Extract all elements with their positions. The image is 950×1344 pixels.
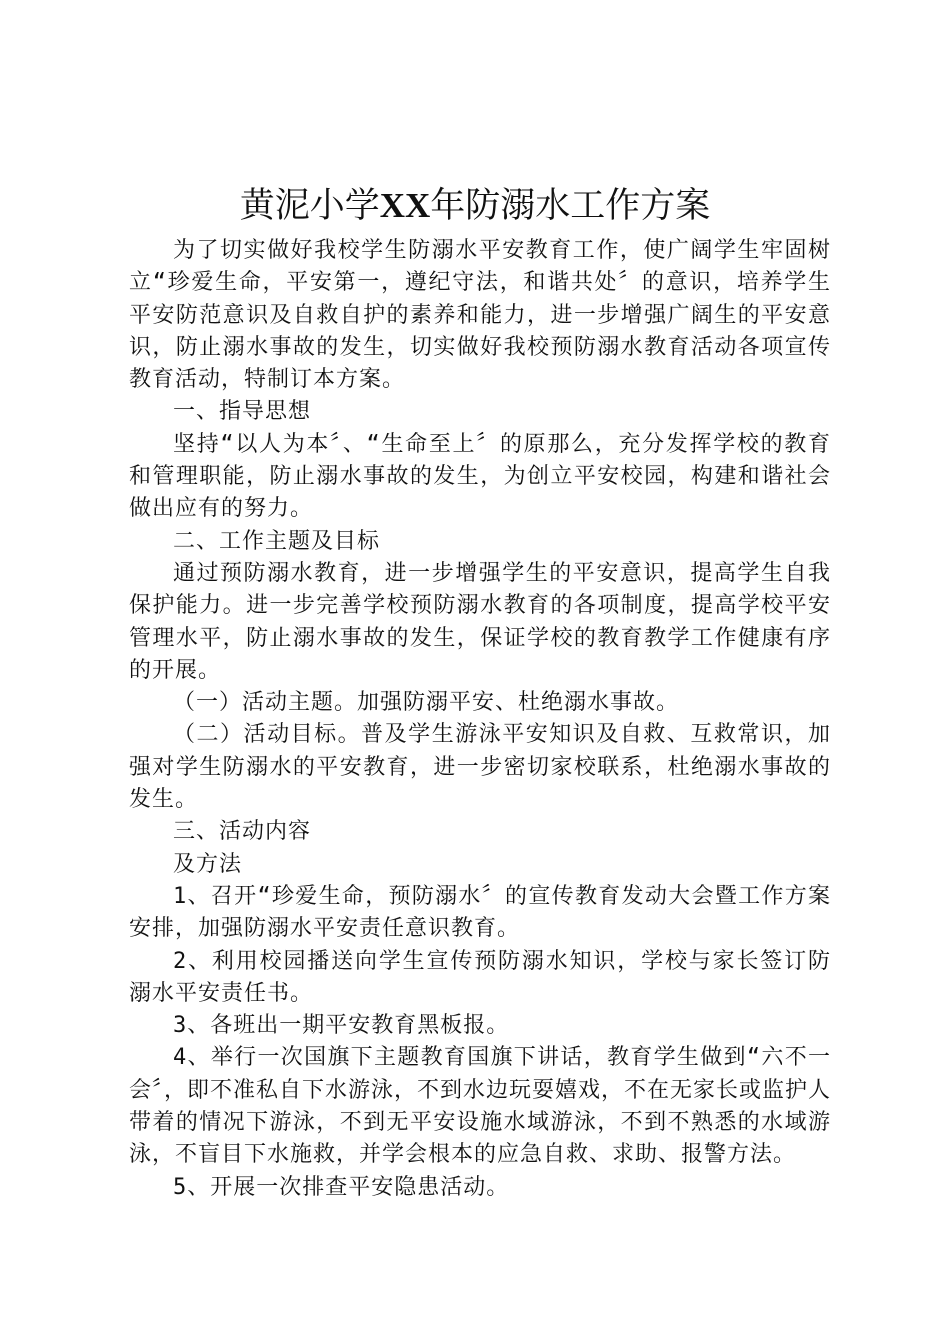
title-year-placeholder: XX [379,186,431,225]
paragraph-theme-and-goals: 通过预防溺水教育，进一步增强学生的平安意识，提高学生自我保护能力。进一步完善学校预防溺水教育的各项制度，提高学校平安管理水平，防止溺水事故的发生，保证学校的教育教学工作健康有序的开展。 [129,560,831,683]
paragraph-intro: 为了切实做好我校学生防溺水平安教育工作，使广阔学生牢固树立“珍爱生命，平安第一，遵纪守法，和谐共处〞的意识，培养学生平安防范意识及自救自护的素养和能力，进一步增强广阔生的平安意识，防止溺水事故的发生，切实做好我校预防溺水教育活动各项宣传教育活动，特制订本方案。 [129,238,831,393]
list-item-1: 1、召开“珍爱生命，预防溺水〞的宣传教育发动大会暨工作方案安排，加强防溺水平安责任意识教育。 [129,883,831,942]
title-school: 黄泥小学 [239,186,380,226]
document-title [0,180,950,232]
list-item-5: 5、开展一次排查平安隐患活动。 [173,1174,510,1200]
heading-guiding-ideology: 一、指导思想 [173,399,312,425]
document-body [129,235,831,1204]
paragraph-guiding-ideology: 坚持“以人为本〞、“生命至上〞的原那么，充分发挥学校的教育和管理职能，防止溺水事故的发生，为创立平安校园，构建和谐社会做出应有的努力。 [129,431,831,522]
list-item-3: 3、各班出一期平安教育黑板报。 [173,1013,510,1039]
heading-activity-content: 三、活动内容 [173,819,312,845]
heading-activity-methods: 及方法 [173,851,243,877]
paragraph-activity-theme: （一）活动主题。加强防溺平安、杜绝溺水事故。 [173,690,680,716]
paragraph-activity-goals: （二）活动目标。普及学生游泳平安知识及自救、互救常识，加强对学生防溺水的平安教育，进一步密切家校联系，杜绝溺水事故的发生。 [129,722,831,813]
list-item-4: 4、举行一次国旗下主题教育国旗下讲话，教育学生做到“六不一会〞，即不准私自下水游泳，不到水边玩耍嬉戏，不在无家长或监护人带着的情况下游泳，不到无平安设施水域游泳，不到不熟悉的水域游泳，不盲目下水施救，并学会根本的应急自救、求助、报警方法。 [129,1045,832,1168]
title-subject: 年防溺水工作方案 [430,186,711,226]
list-item-2: 2、利用校园播送向学生宣传预防溺水知识，学校与家长签订防溺水平安责任书。 [129,948,831,1006]
heading-theme-and-goals: 二、工作主题及目标 [173,528,381,554]
